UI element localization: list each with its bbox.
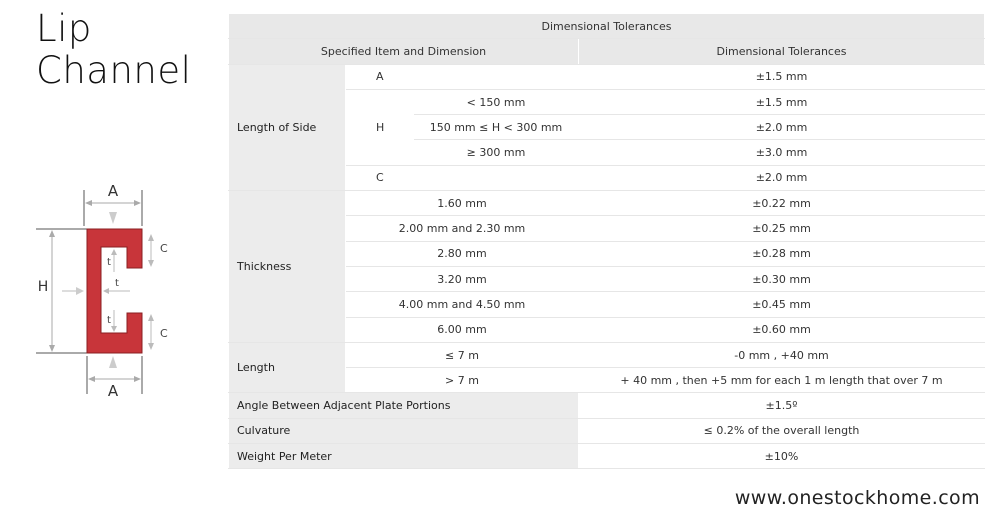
a-top-pointer [109,212,117,224]
a-top-label: A [107,182,119,200]
length-tolerance: + 40 mm , then +5 mm for each 1 m length that over 7 m [579,368,985,393]
a-top-arrow-left [85,200,92,206]
length-dim: ≤ 7 m [346,342,579,367]
thickness-dim: 2.00 mm and 2.30 mm [346,216,579,241]
header-tolerance: Dimensional Tolerances [579,39,985,64]
a-bottom-arrow-right [134,376,141,382]
page-title [36,8,191,92]
thickness-label: Thickness [229,191,346,343]
thickness-tolerance: ±0.30 mm [579,266,985,291]
t-middle-label: t [115,278,119,289]
c-top-label: C [160,242,168,255]
lip-channel-diagram [30,176,190,406]
side-h2: 150 mm ≤ H < 300 mm [414,115,579,140]
header-item: Specified Item and Dimension [229,39,579,64]
thickness-tolerance: ±0.45 mm [579,292,985,317]
table-row [229,444,985,469]
a-bottom-arrow-left [88,376,95,382]
thickness-dim: 4.00 mm and 4.50 mm [346,292,579,317]
side-h1: < 150 mm [414,89,579,114]
table-row [229,393,985,418]
title-line-1: Lip [36,7,92,50]
table-caption: Dimensional Tolerances [229,14,985,39]
thickness-tolerance: ±0.60 mm [579,317,985,342]
table-row [229,342,985,367]
side-a: A [346,64,579,89]
side-h3: ≥ 300 mm [414,140,579,165]
weight-label: Weight Per Meter [229,444,579,469]
h-pointer [76,287,84,295]
h-arrow-top [49,230,55,237]
thickness-dim: 3.20 mm [346,266,579,291]
t-upper-arrow [111,249,117,255]
side-a-tolerance: ±1.5 mm [579,64,985,89]
culvature-label: Culvature [229,418,579,443]
website-url: www.onestockhome.com [734,487,980,509]
a-bottom-label: A [107,382,119,400]
thickness-tolerance: ±0.22 mm [579,191,985,216]
t-middle-arrow [103,288,109,294]
thickness-tolerance: ±0.25 mm [579,216,985,241]
a-bottom-pointer [109,356,117,368]
side-h2-tolerance: ±2.0 mm [579,115,985,140]
angle-label: Angle Between Adjacent Plate Portions [229,393,579,418]
c-bottom-arrow-up [148,314,154,321]
length-dim: > 7 m [346,368,579,393]
table-header-row [229,39,985,64]
side-label: Length of Side [229,64,346,190]
side-h: H [346,89,414,165]
c-top-arrow-up [148,234,154,241]
angle-tolerance: ±1.5º [579,393,985,418]
table-caption-row [229,14,985,39]
tolerance-table [228,14,985,469]
thickness-dim: 2.80 mm [346,241,579,266]
t-upper-label: t [107,257,111,268]
c-bottom-label: C [160,327,168,340]
c-top-arrow-down [148,260,154,267]
table-row [229,64,985,89]
culvature-tolerance: ≤ 0.2% of the overall length [579,418,985,443]
side-h1-tolerance: ±1.5 mm [579,89,985,114]
h-label: H [37,279,49,295]
thickness-tolerance: ±0.28 mm [579,241,985,266]
thickness-dim: 1.60 mm [346,191,579,216]
t-lower-arrow [111,326,117,332]
side-h3-tolerance: ±3.0 mm [579,140,985,165]
table-row [229,191,985,216]
length-label: Length [229,342,346,393]
a-top-arrow-right [134,200,141,206]
side-c-tolerance: ±2.0 mm [579,165,985,190]
table-row [229,418,985,443]
t-lower-label: t [107,315,111,326]
h-arrow-bottom [49,345,55,352]
weight-tolerance: ±10% [579,444,985,469]
thickness-dim: 6.00 mm [346,317,579,342]
title-line-2: Channel [36,49,192,92]
side-c: C [346,165,579,190]
c-bottom-arrow-down [148,343,154,350]
length-tolerance: -0 mm , +40 mm [579,342,985,367]
